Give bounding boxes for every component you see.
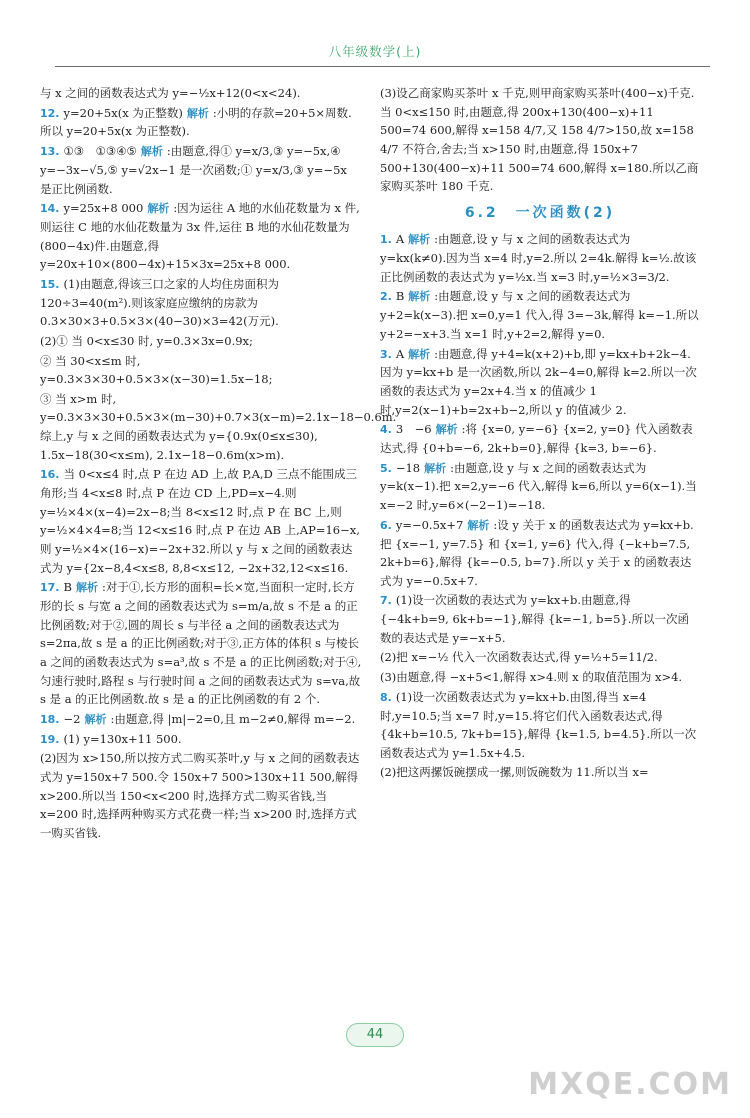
answer-item (380, 345, 700, 420)
answer-item (40, 352, 362, 389)
answer-item (380, 287, 700, 343)
question-number: 6. (380, 518, 392, 532)
answer-text: y=−0.5x+7 (395, 517, 464, 532)
analysis-text: :由题意,设 y 与 x 之间的函数表达式为 y=k(x−1).把 x=2,y=−6 代入,解得 k=6,所以 y=6(x−1).当 x=−2 时,y=6×(−2−1)=−18. (380, 460, 697, 513)
answer-text: 与 x 之间的函数表达式为 y=−½x+12(0<x<24). (40, 86, 301, 100)
analysis-label: 解析 (186, 106, 209, 120)
answer-item (380, 648, 700, 667)
analysis-label: 解析 (75, 581, 98, 595)
analysis-label: 解析 (435, 423, 458, 437)
question-number: 15. (40, 277, 60, 291)
answer-item (380, 84, 700, 196)
question-number: 5. (380, 461, 392, 475)
question-number: 8. (380, 690, 392, 704)
page-header-title: 八年级数学(上) (328, 44, 422, 59)
analysis-text: :由题意,得① y=x/3,③ y=−5x,④ y=−3x−√5,⑤ y=√2x−1 是一次函数;① y=x/3,③ y=−5x 是正比例函数. (40, 144, 347, 196)
header-divider (55, 66, 710, 67)
answer-item (380, 591, 700, 647)
answer-text: (2)因为 x>150,所以按方式二购买茶叶,y 与 x 之间的函数表达式为 y=150x+7 500.令 150x+7 500>130x+11 500,解得 x>200.所以当 150<x<200 时,选择方式二购买省钱,当 x=200 时,选择两种购买方式花费一样;当 x>200 时,选择方式一购买省钱. (40, 751, 360, 840)
question-number: 12. (40, 106, 60, 120)
analysis-text: :由题意,设 y 与 x 之间的函数表达式为 y=kx(k≠0).因为当 x=4 时,y=2.所以 2=4k.解得 k=½.故该正比例函数的表达式为 y=½x.当 x=3 时,y=½×3=3/2. (380, 232, 697, 284)
answer-text: ③ 当 x>m 时, y=0.3×3×30+0.5×3×(m−30)+0.7×3(x−m)=2.1x−18−0.6m.综上,y 与 x 之间的函数表达式为 y={0.9x(0≤x≤30), 1.5x−18(30<x≤m), 2.1x−18−0.6m(x>m). (40, 391, 397, 462)
answer-text: (1)由题意,得该三口之家的人均住房面积为 120÷3=40(m²).则该家庭应缴纳的房款为 0.3×30×3+0.5×3×(40−30)×3=42(万元). (40, 276, 279, 329)
analysis-text: :小明的存款=20+5×周数.所以 y=20+5x(x 为正整数). (40, 105, 352, 139)
question-number: 3. (380, 347, 392, 361)
question-number: 1. (380, 233, 392, 247)
analysis-text: :由题意,设 y 与 x 之间的函数表达式为 y+2=k(x−3).把 x=0,y=1 代入,得 3=−3k,解得 k=−1.所以 y+2=−x+3.当 x=1 时,y+2=2,解得 y=0. (380, 289, 699, 341)
answer-item (40, 465, 362, 577)
answer-text: (2)① 当 0<x≤30 时, y=0.3×3x=0.9x; (40, 333, 253, 348)
answer-item (380, 459, 700, 515)
answer-text: ①③ ①③④⑤ (63, 144, 137, 159)
question-number: 18. (40, 712, 60, 726)
answer-text: ② 当 30<x≤m 时, y=0.3×3×30+0.5×3×(x−30)=1.5x−18; (40, 353, 273, 387)
answer-item (40, 749, 362, 842)
answer-item (380, 420, 700, 457)
analysis-label: 解析 (147, 202, 170, 216)
answer-text: B (395, 289, 405, 304)
question-number: 4. (380, 423, 392, 437)
question-number: 19. (40, 732, 60, 746)
answer-item (40, 710, 362, 729)
analysis-text: :将 {x=0, y=−6} {x=2, y=0} 代入函数表达式,得 {0+b=−6, 2k+b=0},解得 {k=3, b=−6}. (380, 422, 693, 456)
analysis-text: :因为运往 A 地的水仙花数量为 x 件,则运往 C 地的水仙花数量为 3x 件,运往 B 地的水仙花数量为(800−4x)件.由题意,得 y=20x+10×(800−4x)+15×3x=25x+8 000. (40, 201, 360, 272)
answer-item (380, 516, 700, 591)
question-number: 7. (380, 594, 392, 608)
analysis-label: 解析 (84, 712, 107, 726)
analysis-label: 解析 (424, 461, 447, 475)
question-number: 14. (40, 202, 60, 216)
question-number: 13. (40, 145, 60, 159)
answer-item (380, 763, 700, 782)
question-number: 2. (380, 290, 392, 304)
answer-item (40, 578, 362, 709)
answer-text: (3)设乙商家购买茶叶 x 千克,则甲商家购买茶叶(400−x)千克.当 0<x≤150 时,由题意,得 200x+130(400−x)+11 500=74 600,解得 x=158 4/7,又 158 4/7>150,故 x=158 4/7 不符合,舍去;当 x>150 时,由题意,得 150x+7 500+130(400−x)+11 500=74 600,解得 x=180.所以乙商家购买茶叶 180 千克. (380, 86, 699, 194)
analysis-label: 解析 (408, 290, 431, 304)
section-title: 6.2 一次函数(2) (464, 204, 616, 221)
answer-text: 3 −6 (395, 422, 432, 437)
answer-text: (1)设一次函数的表达式为 y=kx+b.由题意,得 {−4k+b=9, 6k+b=−1},解得 {k=−1, b=5}.所以一次函数的表达式是 y=−x+5. (380, 593, 689, 645)
answer-item (380, 688, 700, 763)
answer-item (40, 390, 397, 465)
analysis-text: :由题意,得 |m|−2=0,且 m−2≠0,解得 m=−2. (110, 711, 356, 726)
analysis-label: 解析 (408, 347, 431, 361)
answer-item (380, 230, 700, 286)
answer-text: −18 (395, 460, 421, 475)
answer-text: −2 (63, 711, 81, 726)
answer-item (40, 84, 362, 103)
answer-text: y=25x+8 000 (63, 201, 144, 216)
answer-item (40, 104, 362, 141)
answer-item (40, 199, 362, 274)
answer-text: (2)把 x=−½ 代入一次函数表达式,得 y=½+5=11/2. (380, 650, 658, 665)
question-number: 16. (40, 468, 60, 482)
analysis-text: :对于①,长方形的面积=长×宽,当面积一定时,长方形的长 s 与宽 a 之间的函数表达式为 s=m/a,故 s 不是 a 的正比例函数;对于②,圆的周长 s 与半径 a 之间的函数表达式为 s=2πa,故 s 是 a 的正比例函数;对于③,正方体的体积 s 与棱长 a 之间的函数表达式为 s=a³,故 s 不是 a 的正比例函数;对于④,匀速行驶时,路程 s 与行驶时间 a 之间的函数表达式为 s=va,故 s 是 a 的正比例函数.故 s 是 a 的正比例函数的有 2 个. (40, 580, 362, 707)
answer-item (40, 332, 362, 351)
question-number: 17. (40, 581, 60, 595)
answer-text: (3)由题意,得 −x+5<1,解得 x>4.则 x 的取值范围为 x>4. (380, 670, 683, 685)
watermark: MXQE.COM (528, 1067, 732, 1103)
answer-text: B (63, 580, 72, 595)
answer-item (40, 730, 362, 749)
answer-item (40, 142, 362, 198)
answer-text: 当 0<x≤4 时,点 P 在边 AD 上,故 P,A,D 三点不能围成三角形;当 4<x≤8 时,点 P 在边 CD 上,PD=x−4.则 y=½×4×(x−4)=2x−8;当 8<x≤12 时,点 P 在 BC 上,则 y=½×4×4=8;当 12<x≤16 时,点 P 在边 AB 上,AP=16−x,则 y=½×4×(16−x)=−2x+32.所以 y 与 x 之间的函数表达式为 y={2x−8,4<x≤8, 8,8<x≤12, −2x+32,12<x≤16. (40, 467, 360, 575)
answer-text: (1)设一次函数表达式为 y=kx+b.由图,得当 x=4 时,y=10.5;当 x=7 时,y=15.将它们代入函数表达式,得 {4k+b=10.5, 7k+b=15},解得 {k=1.5, b=4.5}.所以一次函数表达式为 y=1.5x+4.5. (380, 689, 697, 760)
analysis-text: :由题意,得 y+4=k(x+2)+b,即 y=kx+b+2k−4.因为 y=kx+b 是一次函数,所以 2k−4=0,解得 k=2.所以一次函数的表达式为 y=2x+4.当 x 的值减少 1 时,y=2(x−1)+b=2x+b−2,所以 y 的值减少 2. (380, 346, 697, 417)
analysis-label: 解析 (408, 233, 431, 247)
answer-text: A (395, 232, 405, 247)
analysis-text: :设 y 关于 x 的函数表达式为 y=kx+b.把 {x=−1, y=7.5} 和 {x=1, y=6} 代入,得 {−k+b=7.5, 2k+b=6},解得 {k=−0.5, b=7}.所以 y 关于 x 的函数表达式为 y=−0.5x+7. (380, 517, 694, 588)
answer-item (40, 275, 362, 331)
analysis-label: 解析 (467, 518, 490, 532)
answer-text: A (395, 346, 405, 361)
answer-text: y=20+5x(x 为正整数) (63, 105, 183, 120)
answer-item (380, 668, 700, 687)
analysis-label: 解析 (140, 145, 163, 159)
page-number: 44 (346, 1023, 404, 1047)
right-column (380, 84, 700, 783)
answer-text: (2)把这两摞饭碗摆成一摞,则饭碗数为 11.所以当 x= (380, 765, 649, 780)
left-column (40, 84, 397, 844)
answer-text: (1) y=130x+11 500. (63, 731, 182, 746)
